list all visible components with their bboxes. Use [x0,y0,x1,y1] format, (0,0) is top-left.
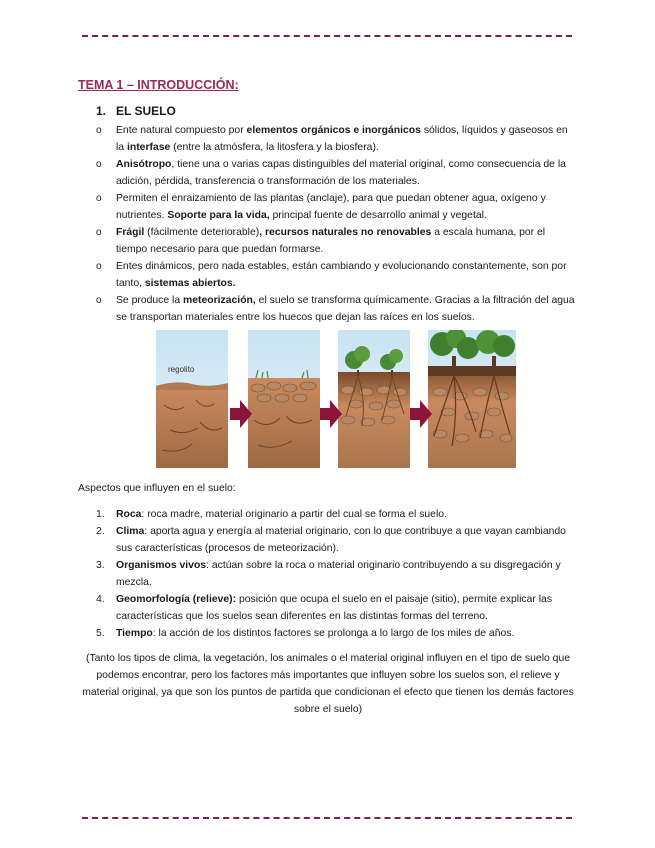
factor-item: 5. Tiempo: la acción de los distintos factores se prolonga a lo largo de los miles de años. [96,628,515,639]
bottom-dashed-rule [82,817,572,819]
aspects-heading: Aspectos que influyen en el suelo: [78,483,236,494]
stage-4-panel [428,330,516,468]
stage-3-panel [338,330,410,468]
bullet-item: o Se produce la meteorización, el suelo se transforma químicamente. Gracias a la filtración del agua se transportan materiales entre los huecos que dejan las raíces en los suelos. [96,292,576,326]
bullet-item: o Ente natural compuesto por elementos orgánicos e inorgánicos sólidos, líquidos y gaseosos en la interfase (entre la atmósfera, la litosfera y la biosfera). [96,122,576,156]
soil-formation-figure [156,330,518,468]
page-title: TEMA 1 – INTRODUCCIÓN: [78,78,239,92]
factor-item: 2. Clima: aporta agua y energía al material originario, con lo que contribuye a que vayan cambiando sus características (procesos de meteorización). [96,526,566,554]
bullet-item: o Entes dinámicos, pero nada estables, están cambiando y evolucionando constantemente, son por tanto, sistemas abiertos. [96,258,576,292]
bullet-item: o Anisótropo, tiene una o varias capas distinguibles del material original, como consecuencia de la adición, pérdida, transferencia o transformación de los materiales. [96,156,576,190]
stage-2-panel [248,330,320,468]
bullet-item: o Frágil (fácilmente deteriorable), recursos naturales no renovables a escala humana, por el tiempo necesario para que puedan formarse. [96,224,576,258]
bullet-item: o Permiten el enraizamiento de las plantas (anclaje), para que puedan obtener agua, oxígeno y nutrientes. Soporte para la vida, principal fuente de desarrollo animal y vegetal. [96,190,576,224]
factor-item: 3. Organismos vivos: actúan sobre la roca o material originario contribuyendo a su disgregación y mezcla. [96,560,561,588]
section-heading [96,104,176,118]
factors-list [96,506,576,642]
section-number: 1. [96,104,107,118]
factor-item: 4. Geomorfología (relieve): posición que ocupa el suelo en el paisaje (sitio), permite explicar las características que los suelos sean diferentes en las distintas formas del terreno. [96,594,553,622]
regolith-label: regolito [168,365,195,374]
factor-item: 1. Roca: roca madre, material originario a partir del cual se forma el suelo. [96,509,447,520]
stage-1-panel [156,330,228,468]
section-heading-text: EL SUELO [116,104,176,118]
top-dashed-rule [82,35,572,37]
closing-note: (Tanto los tipos de clima, la vegetación, los animales o el material original influyen en el tipo de suelo que podemos encontrar, pero los factores más importantes que influyen sobre los suelos son, el relieve y material original, ya que son los puntos de partida que condicionan el efecto que tienen los demás factores sobre el suelo) [82,653,574,715]
bullet-list [96,122,576,326]
